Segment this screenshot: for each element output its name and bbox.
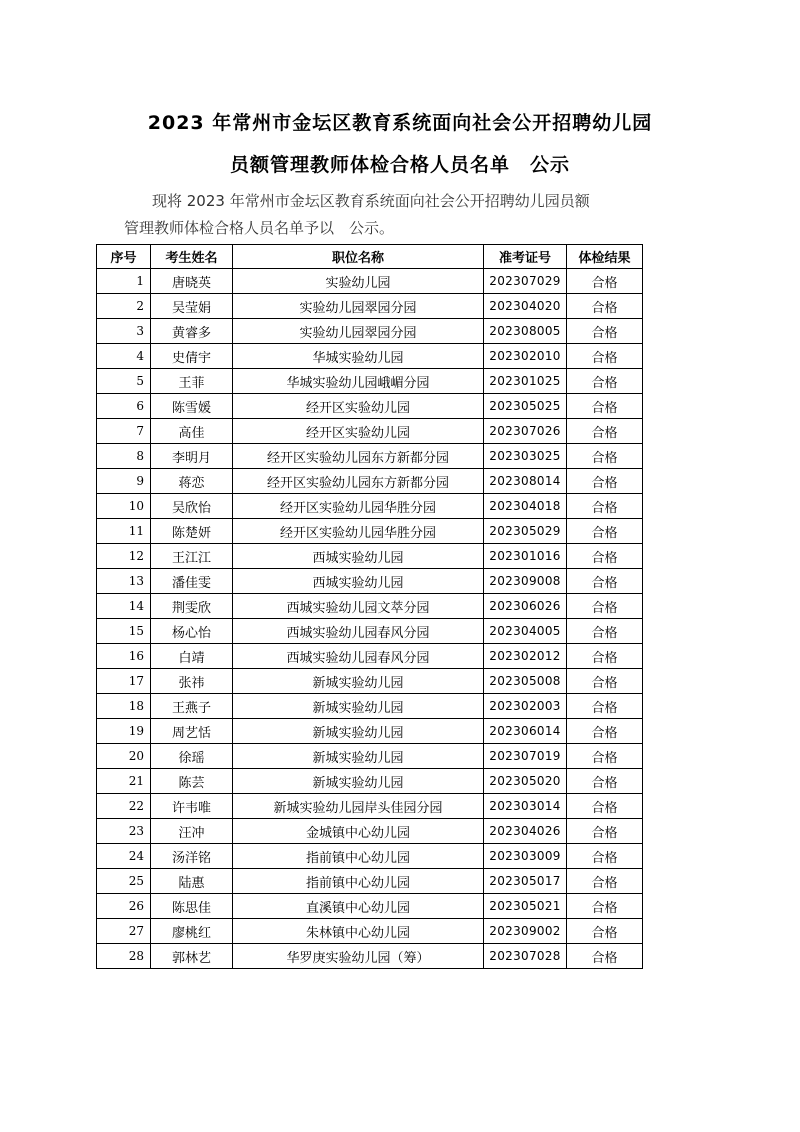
cell-result: 合格 <box>567 419 643 444</box>
cell-no: 15 <box>97 619 151 644</box>
cell-no: 7 <box>97 419 151 444</box>
cell-position: 西城实验幼儿园文萃分园 <box>233 594 484 619</box>
cell-name: 唐晓英 <box>151 269 233 294</box>
cell-name: 王江江 <box>151 544 233 569</box>
table-row <box>97 644 643 669</box>
cell-no: 4 <box>97 344 151 369</box>
table-row <box>97 369 643 394</box>
table-row <box>97 944 643 969</box>
cell-name: 陈雪媛 <box>151 394 233 419</box>
cell-result: 合格 <box>567 294 643 319</box>
cell-exam-id: 202304018 <box>484 494 567 519</box>
cell-result: 合格 <box>567 744 643 769</box>
header-exam-id: 准考证号 <box>484 245 567 269</box>
candidate-table <box>96 244 643 969</box>
cell-exam-id: 202307026 <box>484 419 567 444</box>
cell-exam-id: 202309008 <box>484 569 567 594</box>
cell-position: 经开区实验幼儿园东方新都分园 <box>233 469 484 494</box>
table-body <box>97 269 643 969</box>
cell-name: 白靖 <box>151 644 233 669</box>
table-row <box>97 769 643 794</box>
table-row <box>97 819 643 844</box>
cell-position: 直溪镇中心幼儿园 <box>233 894 484 919</box>
header-position: 职位名称 <box>233 245 484 269</box>
cell-position: 新城实验幼儿园岸头佳园分园 <box>233 794 484 819</box>
table-row <box>97 294 643 319</box>
cell-exam-id: 202303025 <box>484 444 567 469</box>
cell-position: 金城镇中心幼儿园 <box>233 819 484 844</box>
cell-name: 陈楚妍 <box>151 519 233 544</box>
document-title-line-2: 员额管理教师体检合格人员名单 公示 <box>229 154 570 176</box>
cell-exam-id: 202305029 <box>484 519 567 544</box>
cell-result: 合格 <box>567 269 643 294</box>
table-row <box>97 744 643 769</box>
table-row <box>97 594 643 619</box>
cell-name: 陈思佳 <box>151 894 233 919</box>
cell-exam-id: 202304020 <box>484 294 567 319</box>
table-row <box>97 444 643 469</box>
header-name: 考生姓名 <box>151 245 233 269</box>
cell-name: 潘佳雯 <box>151 569 233 594</box>
cell-result: 合格 <box>567 794 643 819</box>
cell-position: 经开区实验幼儿园 <box>233 394 484 419</box>
cell-position: 新城实验幼儿园 <box>233 769 484 794</box>
cell-name: 张祎 <box>151 669 233 694</box>
cell-no: 1 <box>97 269 151 294</box>
cell-exam-id: 202305025 <box>484 394 567 419</box>
header-no: 序号 <box>97 245 151 269</box>
table-row <box>97 519 643 544</box>
cell-name: 荆雯欣 <box>151 594 233 619</box>
cell-no: 18 <box>97 694 151 719</box>
cell-exam-id: 202304005 <box>484 619 567 644</box>
cell-result: 合格 <box>567 469 643 494</box>
cell-no: 24 <box>97 844 151 869</box>
cell-no: 25 <box>97 869 151 894</box>
cell-exam-id: 202304026 <box>484 819 567 844</box>
cell-exam-id: 202308014 <box>484 469 567 494</box>
table-row <box>97 269 643 294</box>
cell-result: 合格 <box>567 619 643 644</box>
cell-exam-id: 202305020 <box>484 769 567 794</box>
document-title-line-1: 2023 年常州市金坛区教育系统面向社会公开招聘幼儿园 <box>147 112 653 134</box>
table-row <box>97 869 643 894</box>
cell-name: 徐瑶 <box>151 744 233 769</box>
cell-name: 高佳 <box>151 419 233 444</box>
cell-name: 周艺恬 <box>151 719 233 744</box>
cell-no: 27 <box>97 919 151 944</box>
cell-position: 新城实验幼儿园 <box>233 669 484 694</box>
cell-name: 王菲 <box>151 369 233 394</box>
cell-result: 合格 <box>567 894 643 919</box>
cell-name: 陈芸 <box>151 769 233 794</box>
cell-no: 23 <box>97 819 151 844</box>
cell-exam-id: 202302010 <box>484 344 567 369</box>
cell-name: 王燕子 <box>151 694 233 719</box>
table-row <box>97 919 643 944</box>
cell-result: 合格 <box>567 719 643 744</box>
cell-position: 华城实验幼儿园 <box>233 344 484 369</box>
cell-no: 6 <box>97 394 151 419</box>
cell-no: 22 <box>97 794 151 819</box>
cell-exam-id: 202303009 <box>484 844 567 869</box>
cell-no: 21 <box>97 769 151 794</box>
cell-exam-id: 202307028 <box>484 944 567 969</box>
cell-position: 西城实验幼儿园春风分园 <box>233 644 484 669</box>
cell-result: 合格 <box>567 644 643 669</box>
header-result: 体检结果 <box>567 245 643 269</box>
cell-exam-id: 202306026 <box>484 594 567 619</box>
cell-name: 吴莹娟 <box>151 294 233 319</box>
cell-exam-id: 202305017 <box>484 869 567 894</box>
table-row <box>97 319 643 344</box>
cell-name: 廖桃红 <box>151 919 233 944</box>
cell-name: 黄睿多 <box>151 319 233 344</box>
cell-no: 19 <box>97 719 151 744</box>
cell-name: 史倩宇 <box>151 344 233 369</box>
table-row <box>97 569 643 594</box>
cell-result: 合格 <box>567 594 643 619</box>
cell-position: 华城实验幼儿园峨嵋分园 <box>233 369 484 394</box>
cell-no: 9 <box>97 469 151 494</box>
table-header-row <box>97 245 643 269</box>
cell-result: 合格 <box>567 694 643 719</box>
cell-result: 合格 <box>567 319 643 344</box>
table-row <box>97 469 643 494</box>
cell-no: 17 <box>97 669 151 694</box>
intro-text-line-1: 现将 2023 年常州市金坛区教育系统面向社会公开招聘幼儿园员额 <box>152 192 590 210</box>
cell-name: 李明月 <box>151 444 233 469</box>
cell-no: 2 <box>97 294 151 319</box>
cell-exam-id: 202306014 <box>484 719 567 744</box>
cell-no: 5 <box>97 369 151 394</box>
cell-position: 西城实验幼儿园 <box>233 544 484 569</box>
cell-result: 合格 <box>567 544 643 569</box>
cell-result: 合格 <box>567 844 643 869</box>
cell-no: 10 <box>97 494 151 519</box>
cell-position: 指前镇中心幼儿园 <box>233 844 484 869</box>
cell-name: 杨心怡 <box>151 619 233 644</box>
table-row <box>97 794 643 819</box>
cell-position: 华罗庚实验幼儿园（筹） <box>233 944 484 969</box>
cell-position: 实验幼儿园 <box>233 269 484 294</box>
cell-result: 合格 <box>567 519 643 544</box>
table-row <box>97 669 643 694</box>
cell-position: 实验幼儿园翠园分园 <box>233 319 484 344</box>
cell-exam-id: 202303014 <box>484 794 567 819</box>
cell-exam-id: 202307029 <box>484 269 567 294</box>
cell-position: 新城实验幼儿园 <box>233 719 484 744</box>
cell-position: 朱林镇中心幼儿园 <box>233 919 484 944</box>
cell-no: 11 <box>97 519 151 544</box>
cell-result: 合格 <box>567 919 643 944</box>
table-row <box>97 419 643 444</box>
cell-result: 合格 <box>567 819 643 844</box>
cell-exam-id: 202307019 <box>484 744 567 769</box>
table-row <box>97 494 643 519</box>
cell-exam-id: 202301025 <box>484 369 567 394</box>
table-row <box>97 394 643 419</box>
table-row <box>97 894 643 919</box>
cell-result: 合格 <box>567 494 643 519</box>
table-row <box>97 844 643 869</box>
cell-no: 3 <box>97 319 151 344</box>
cell-result: 合格 <box>567 369 643 394</box>
intro-text-line-2: 管理教师体检合格人员名单予以 公示。 <box>124 219 395 237</box>
cell-no: 14 <box>97 594 151 619</box>
cell-name: 郭林艺 <box>151 944 233 969</box>
cell-no: 8 <box>97 444 151 469</box>
table-row <box>97 619 643 644</box>
cell-position: 西城实验幼儿园春风分园 <box>233 619 484 644</box>
table-row <box>97 344 643 369</box>
cell-exam-id: 202309002 <box>484 919 567 944</box>
cell-position: 指前镇中心幼儿园 <box>233 869 484 894</box>
cell-result: 合格 <box>567 869 643 894</box>
cell-position: 实验幼儿园翠园分园 <box>233 294 484 319</box>
cell-no: 12 <box>97 544 151 569</box>
cell-position: 新城实验幼儿园 <box>233 744 484 769</box>
cell-result: 合格 <box>567 944 643 969</box>
cell-position: 西城实验幼儿园 <box>233 569 484 594</box>
cell-exam-id: 202308005 <box>484 319 567 344</box>
cell-exam-id: 202302003 <box>484 694 567 719</box>
cell-exam-id: 202305021 <box>484 894 567 919</box>
cell-name: 吴欣怡 <box>151 494 233 519</box>
cell-name: 汪冲 <box>151 819 233 844</box>
cell-result: 合格 <box>567 344 643 369</box>
cell-result: 合格 <box>567 669 643 694</box>
cell-no: 28 <box>97 944 151 969</box>
cell-no: 13 <box>97 569 151 594</box>
cell-no: 16 <box>97 644 151 669</box>
cell-exam-id: 202301016 <box>484 544 567 569</box>
cell-position: 经开区实验幼儿园 <box>233 419 484 444</box>
cell-position: 经开区实验幼儿园东方新都分园 <box>233 444 484 469</box>
cell-no: 20 <box>97 744 151 769</box>
cell-position: 经开区实验幼儿园华胜分园 <box>233 494 484 519</box>
cell-exam-id: 202305008 <box>484 669 567 694</box>
cell-position: 新城实验幼儿园 <box>233 694 484 719</box>
cell-result: 合格 <box>567 394 643 419</box>
cell-name: 蒋恋 <box>151 469 233 494</box>
table-row <box>97 694 643 719</box>
cell-name: 陆惠 <box>151 869 233 894</box>
cell-exam-id: 202302012 <box>484 644 567 669</box>
cell-name: 许韦唯 <box>151 794 233 819</box>
cell-position: 经开区实验幼儿园华胜分园 <box>233 519 484 544</box>
cell-no: 26 <box>97 894 151 919</box>
cell-name: 汤洋铭 <box>151 844 233 869</box>
table-row <box>97 544 643 569</box>
cell-result: 合格 <box>567 444 643 469</box>
cell-result: 合格 <box>567 769 643 794</box>
cell-result: 合格 <box>567 569 643 594</box>
table-row <box>97 719 643 744</box>
